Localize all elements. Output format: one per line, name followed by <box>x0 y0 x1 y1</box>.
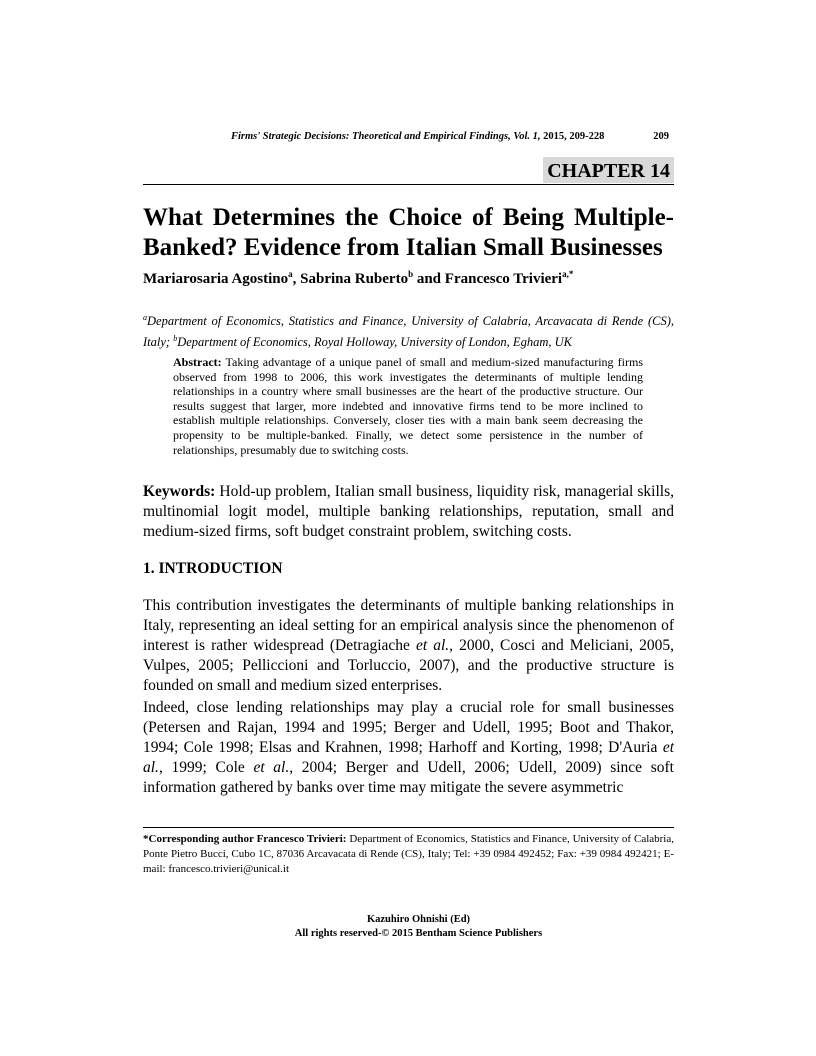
author-name: Mariarosaria Agostino <box>143 271 289 287</box>
publisher-info <box>143 913 674 941</box>
author-affil-mark: a <box>288 269 293 279</box>
body-paragraph: Indeed, close lending relationships may play a crucial role for small businesses (Petersen and Rajan, 1994 and 1995; Berger and Udell, 1995; Boot and Thakor, 1994; Cole 1998; Elsas and Krahnen, 1998; Harhoff and Korting, 1998; D'Auria et al., 1999; Cole et al., 2004; Berger and Udell, 2006; Udell, 2009) since soft information gathered by banks over time may mitigate the severe asymmetric <box>143 699 674 796</box>
author-name: Sabrina Ruberto <box>300 271 409 287</box>
chapter-rule <box>143 184 674 185</box>
author-list: Mariarosaria Agostino$^a$, Sabrina Ruberto$^b$ and Francesco Trivieri$^{a,*}$ <box>143 269 574 287</box>
author-affil-mark: b <box>408 269 414 279</box>
author-name: Francesco Trivieri <box>444 271 563 287</box>
footnote-label: *Corresponding author Francesco Trivieri: <box>143 833 347 845</box>
section-heading: 1. INTRODUCTION <box>143 560 283 577</box>
page-number: 209 <box>653 131 669 142</box>
chapter-label: CHAPTER 14 <box>543 157 674 183</box>
footnote <box>143 832 674 877</box>
footnote-text: Department of Economics, Statistics and Finance, University of Calabria, Ponte Pietro Bucci, Cubo 1C, 87036 Arcavacata di Rende (CS), Italy; Tel: +39 0984 492452; Fax: +39 0984 492421; E-mail: francesco.trivieri@unical.it <box>143 833 674 875</box>
keywords <box>143 482 674 542</box>
abstract <box>173 355 643 457</box>
keywords-label: Keywords: <box>143 483 216 500</box>
rights-line: All rights reserved-© 2015 Bentham Science Publishers <box>294 928 543 939</box>
paper-title: What Determines the Choice of Being Multiple-Banked? Evidence from Italian Small Businesses <box>143 204 674 261</box>
abstract-label: Abstract: <box>173 355 222 369</box>
body-paragraph: This contribution investigates the determinants of multiple banking relationships in Italy, representing an ideal setting for an empirical analysis since the phenomenon of interest is rather widespread (Detragiache et al., 2000, Cosci and Meliciani, 2005, Vulpes, 2005; Pelliccioni and Torluccio, 2007), and the productive structure is founded on small and medium sized enterprises. <box>143 597 674 694</box>
affiliations: $^a$Department of Economics, Statistics and Finance, University of Calabria, Arcavacata di Rende (CS), Italy; $^b$Department of Economics, Royal Holloway, University of London, Egham, UK <box>143 313 674 350</box>
abstract-text: Taking advantage of a unique panel of small and medium-sized manufacturing firms observed from 1998 to 2006, this work investigates the determinants of multiple lending relationships in a country where small businesses are the heart of the productive structure. Our results suggest that larger, more indebted and innovative firms tend to be more inclined to establish multiple relationships. Conversely, closer ties with a main bank seem decreasing the propensity to be multiple-banked. Finally, we detect some persistence in the number of relationships, presumably due to switching costs. <box>173 355 643 457</box>
keywords-text: Hold-up problem, Italian small business, liquidity risk, managerial skills, multinomial logit model, multiple banking relationships, reputation, small and medium-sized firms, soft budget constraint problem, switching costs. <box>143 483 674 540</box>
author-affil-mark: a,* <box>562 269 574 279</box>
footnote-rule <box>143 827 674 828</box>
journal-citation: Firms' Strategic Decisions: Theoretical and Empirical Findings, Vol. 1, 2015, 209-228 <box>231 131 605 142</box>
editor-line: Kazuhiro Ohnishi (Ed) <box>366 914 471 925</box>
